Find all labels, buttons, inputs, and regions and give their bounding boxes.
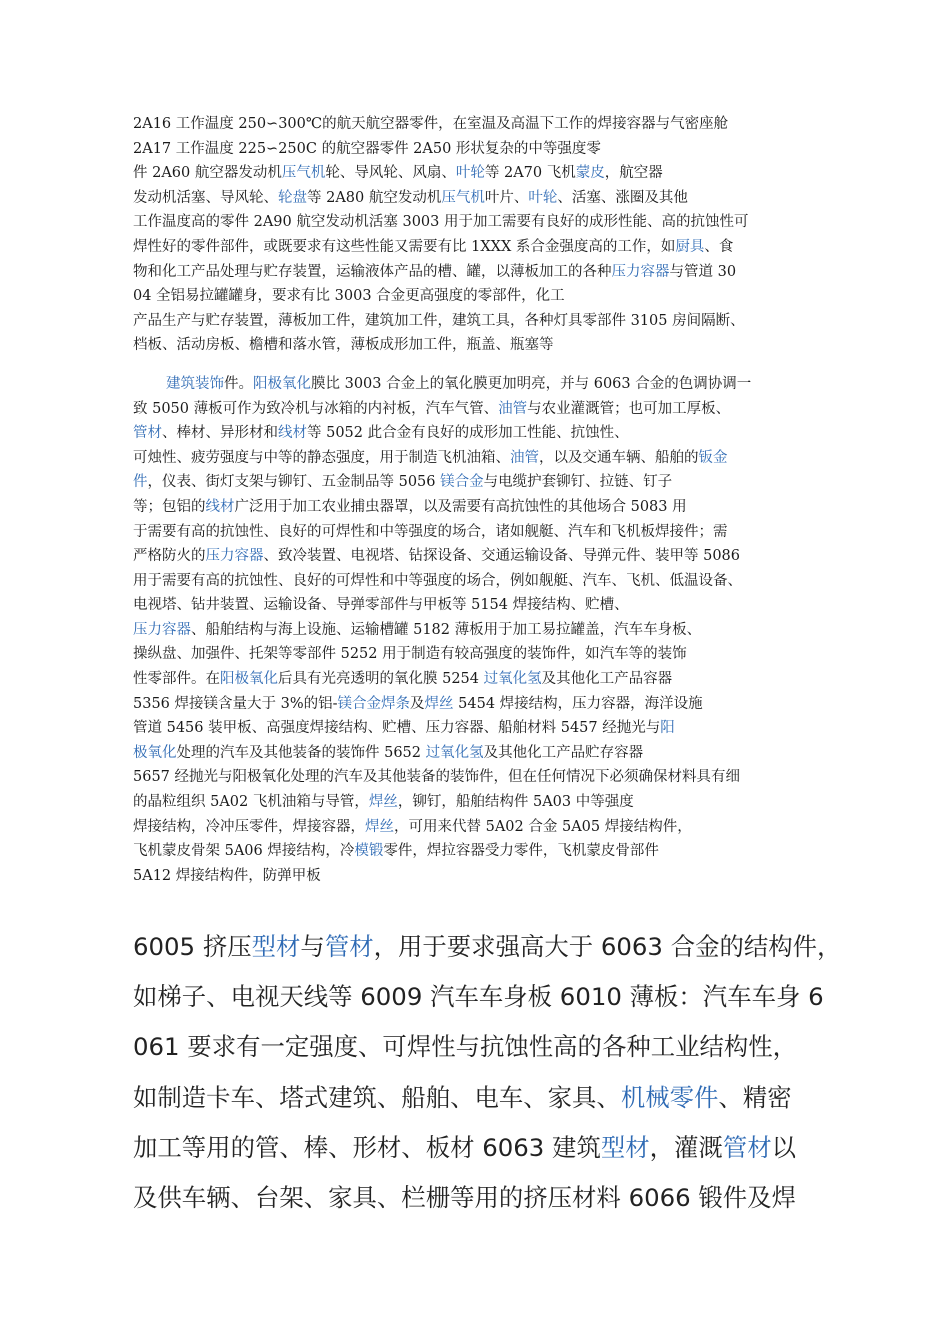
text-segment: 发动机活塞、导风轮、 [133,189,278,206]
large-text-block [133,922,853,1223]
text-line [133,446,853,471]
text-segment: 、食 [704,238,734,255]
text-segment: 飞机蒙皮骨架 5A06 焊接结构，冷 [133,843,355,860]
keyword-link[interactable]: 模锻 [354,843,384,860]
text-line [133,544,853,569]
text-line [133,972,853,1022]
text-line [133,839,853,864]
text-segment: 零件，焊拉容器受力零件，飞机蒙皮骨部件 [383,843,659,860]
text-line [133,520,853,545]
text-segment: 与电缆护套铆钉、拉链、钉子 [483,474,673,491]
text-line [133,210,853,235]
keyword-link[interactable]: 油管 [498,400,528,417]
keyword-link[interactable]: 钣金 [698,449,728,466]
text-line [133,372,853,397]
keyword-link[interactable]: 极氧化 [133,744,177,761]
text-segment: 可烛性、疲劳强度与中等的静态强度，用于制造飞机油箱、 [133,449,510,466]
text-segment: 膜比 3003 合金上的氧化膜更加明亮，并与 6063 合金的色调协调一 [311,375,752,392]
text-line [133,260,853,285]
keyword-link[interactable]: 型材 [600,1132,650,1162]
text-line [133,593,853,618]
keyword-link[interactable]: 阳极氧化 [253,375,311,392]
text-segment: 04 全铝易拉罐罐身，要求有比 3003 合金更高强度的零部件，化工 [133,288,565,305]
keyword-link[interactable]: 机械零件 [620,1082,719,1112]
text-segment: 、棒材、异形材和 [162,425,278,442]
text-segment: 及其他化工产品容器 [541,671,673,688]
text-line [133,667,853,692]
text-segment: 等 5052 此合金有良好的成形加工性能、抗蚀性、 [307,425,629,442]
keyword-link[interactable]: 油管 [510,449,539,466]
text-segment: 焊性好的零件部件，或既要求有这些性能又需要有比 1XXX 系合金强度高的工作，如 [133,238,676,255]
text-segment: 2A16 工作温度 250∽300℃的航天航空器零件，在室温及高温下工作的焊接容器与气密座舱 [133,116,729,132]
text-segment: 严格防火的 [133,548,206,565]
text-line [133,112,853,137]
text-segment: 5356 焊接镁含量大于 3%的铝- [133,695,338,712]
text-segment: 等 2A70 飞机 [484,165,576,182]
keyword-link[interactable]: 轮盘 [278,189,307,206]
keyword-link[interactable]: 镁合金焊条 [337,695,411,712]
text-segment: 的晶粒组织 5A02 飞机油箱与导管， [133,794,369,811]
keyword-link[interactable]: 焊丝 [368,794,398,811]
text-segment: ，铆钉，船舶结构件 5A03 中等强度 [397,794,634,811]
keyword-link[interactable]: 叶轮 [528,189,558,206]
text-line [133,1022,853,1072]
text-segment: 等 2A80 航空发动机 [307,189,442,206]
text-segment: 焊接结构，冷冲压零件，焊接容器， [133,818,365,835]
text-line [133,864,853,889]
text-line [133,161,853,186]
keyword-link[interactable]: 压气机 [441,189,485,206]
text-segment: 档板、活动房板、檐槽和落水管，薄板成形加工件，瓶盖、瓶塞等 [133,337,554,354]
keyword-link[interactable]: 厨具 [675,238,705,255]
text-segment: 物和化工产品处理与贮存装置，运输液体产品的槽、罐，以薄板加工的各种 [133,263,612,280]
text-segment: 及其他化工产品贮存容器 [483,744,644,761]
text-line [133,186,853,211]
text-segment: 性零部件。在 [133,671,220,688]
text-segment: 与管道 30 [669,263,737,280]
text-segment: 及供车辆、台架、家具、栏栅等用的挤压材料 6066 锻件及焊 [133,1182,796,1212]
keyword-link[interactable]: 蒙皮 [575,165,605,182]
text-segment: 电视塔、钻井装置、运输设备、导弹零部件与甲板等 5154 焊接结构、贮槽、 [133,597,629,614]
keyword-link[interactable]: 压气机 [281,165,326,182]
text-line [133,765,853,790]
text-segment: ，仪表、街灯支架与铆钉、五金制品等 5056 [147,474,441,491]
keyword-link[interactable]: 叶轮 [455,165,485,182]
text-line [133,1123,853,1173]
text-segment: 及 [410,695,425,712]
text-line [133,235,853,260]
text-segment: ，航空器 [604,165,663,182]
text-line [133,1173,853,1223]
keyword-link[interactable]: 线材 [205,498,235,515]
text-line [133,397,853,422]
text-segment: 处理的汽车及其他装备的装饰件 5652 [176,744,426,761]
text-line [133,569,853,594]
text-segment: 与 [300,932,325,961]
text-line [133,333,853,358]
text-segment: 工作温度高的零件 2A90 航空发动机活塞 3003 用于加工需要有良好的成形性能、高的抗蚀性可 [133,214,749,231]
text-line [133,421,853,446]
keyword-link[interactable]: 建筑装饰 [166,375,224,392]
keyword-link[interactable]: 压力容器 [133,621,191,638]
text-line [133,1073,853,1123]
keyword-link[interactable]: 阳极氧化 [220,671,278,688]
text-segment: ，用于要求强高大于 6063 合金的结构件， [373,932,842,961]
text-segment: 、活塞、涨圈及其他 [557,189,688,206]
keyword-link[interactable]: 管材 [324,932,374,961]
text-segment: 管道 5456 装甲板、高强度焊接结构、贮槽、压力容器、船舶材料 5457 经抛光与 [133,720,661,737]
text-segment: ，可用来代替 5A02 合金 5A05 焊接结构件， [394,818,692,835]
keyword-link[interactable]: 阳 [660,720,675,737]
text-segment: 于需要有高的抗蚀性、良好的可焊性和中等强度的场合，诸如舰艇、汽车和飞机板焊接件；需 [133,523,728,540]
keyword-link[interactable]: 型材 [251,932,301,961]
keyword-link[interactable]: 焊丝 [365,818,394,835]
text-line [133,922,853,972]
text-segment: 、致冷装置、电视塔、钻探设备、交通运输设备、导弹元件、装甲等 5086 [263,548,741,565]
text-segment: 件 2A60 航空器发动机 [133,165,282,182]
text-segment: ，以及交通车辆、船舶的 [539,449,699,466]
text-segment: 广泛用于加工农业捕虫器罩，以及需要有高抗蚀性的其他场合 5083 用 [234,498,687,515]
keyword-link[interactable]: 管材 [722,1132,772,1162]
text-line [133,470,853,495]
text-segment: 6005 挤压 [133,932,252,961]
text-segment: 叶片、 [484,189,529,206]
text-segment: 件。 [224,375,253,392]
keyword-link[interactable]: 过氧化氢 [483,671,542,688]
text-segment: 5454 焊接结构，压力容器，海洋设施 [453,695,703,712]
keyword-link[interactable]: 过氧化氢 [425,744,484,761]
text-line [133,716,853,741]
text-line [133,815,853,840]
text-segment: 2A17 工作温度 225∽250C 的航空器零件 2A50 形状复杂的中等强度零 [133,140,601,157]
text-segment: 操纵盘、加强件、托架等零部件 5252 用于制造有较高强度的装饰件，如汽车等的装饰 [133,646,687,663]
text-segment: 用于需要有高的抗蚀性、良好的可焊性和中等强度的场合，例如舰艇、汽车、飞机、低温设备、 [133,572,742,589]
text-line [133,692,853,717]
keyword-link[interactable]: 镁合金 [440,474,484,491]
keyword-link[interactable]: 压力容器 [611,263,670,280]
text-segment: 与农业灌溉管；也可加工厚板、 [527,400,731,417]
text-line [133,618,853,643]
text-segment: 加工等用的管、棒、形材、板材 6063 建筑 [133,1132,601,1162]
keyword-link[interactable]: 管材 [133,425,162,442]
text-segment: 061 要求有一定强度、可焊性与抗蚀性高的各种工业结构性， [133,1032,798,1062]
text-segment: 致 5050 薄板可作为致冷机与冰箱的内衬板，汽车气管、 [133,400,499,417]
text-line [133,309,853,334]
keyword-link[interactable]: 焊丝 [424,695,454,712]
keyword-link[interactable]: 件 [133,474,148,491]
text-line [133,741,853,766]
text-line [133,790,853,815]
keyword-link[interactable]: 线材 [278,425,307,442]
text-segment: 后具有光亮透明的氧化膜 5254 [278,671,484,688]
text-segment: 以 [771,1132,797,1162]
text-segment: 轮、导风轮、风扇、 [325,165,456,182]
text-segment: 等；包铝的 [133,498,206,515]
text-segment: 如制造卡车、塔式建筑、船舶、电车、家具、 [133,1082,621,1112]
text-segment: ，灌溉 [649,1132,723,1162]
text-segment: 5A12 焊接结构件，防弹甲板 [133,867,321,884]
text-line [133,137,853,162]
keyword-link[interactable]: 压力容器 [205,548,264,565]
text-line [133,495,853,520]
text-line [133,284,853,309]
small-text-block [133,112,853,888]
text-segment: 、船舶结构与海上设施、运输槽罐 5182 薄板用于加工易拉罐盖，汽车车身板、 [191,621,702,638]
text-segment: 5657 经抛光与阳极氧化处理的汽车及其他装备的装饰件，但在任何情况下必须确保材料具有细 [133,769,741,786]
text-line [133,642,853,667]
text-segment: 如梯子、电视天线等 6009 汽车车身板 6010 薄板：汽车车身 6 [133,982,824,1012]
text-segment: 产品生产与贮存装置，薄板加工件，建筑加工件，建筑工具，各种灯具零部件 3105 房间隔断、 [133,312,745,329]
text-segment: 、精密 [718,1082,792,1112]
